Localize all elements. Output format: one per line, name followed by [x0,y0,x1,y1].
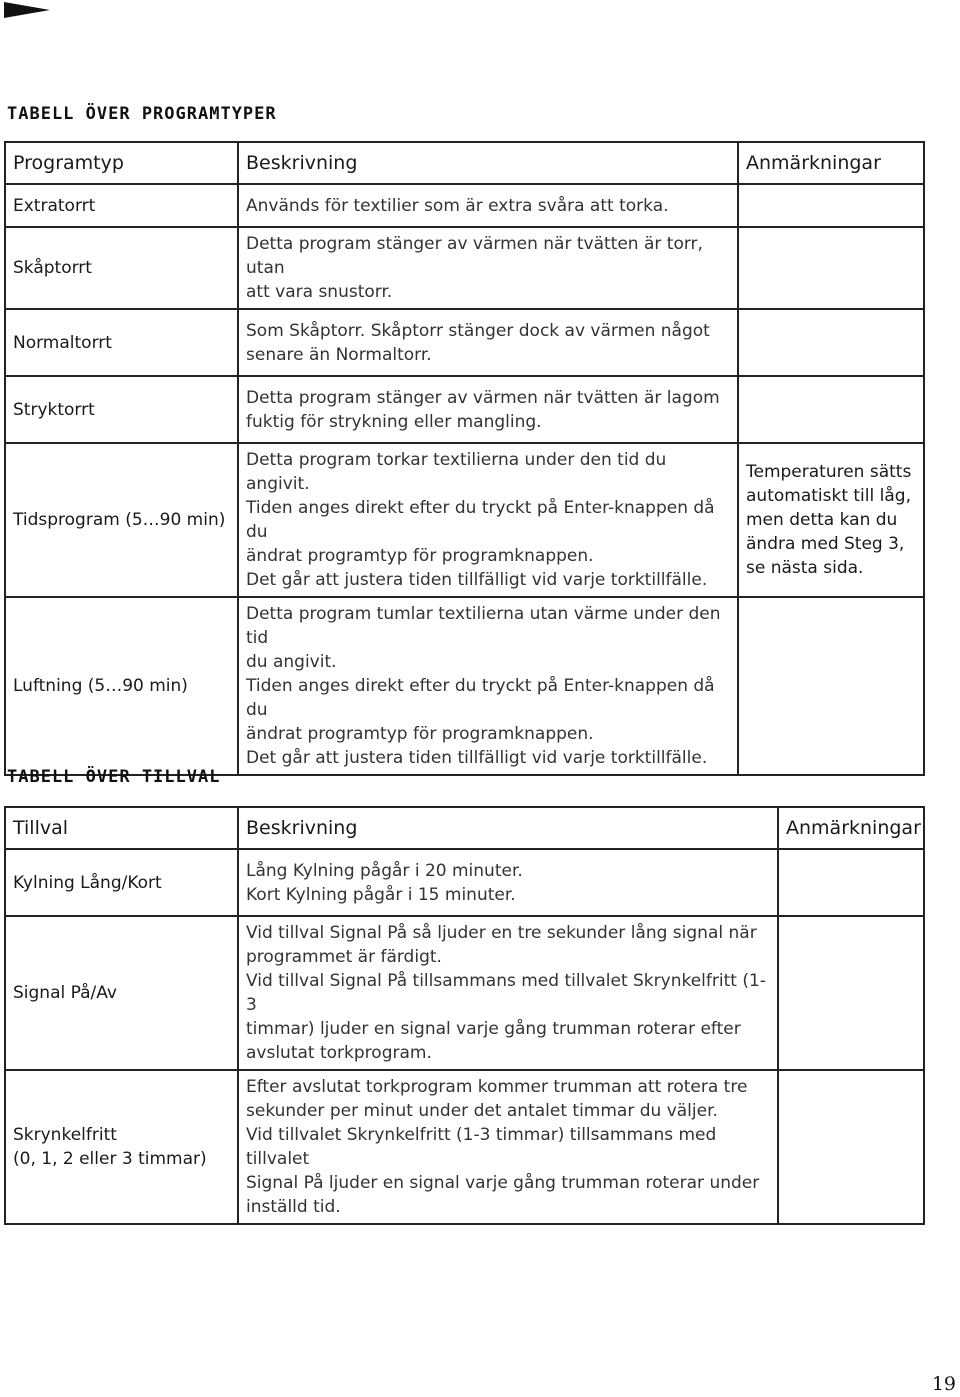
programs-table [4,141,925,776]
table-row [5,184,924,227]
table-row [5,916,924,1070]
table-row [5,443,924,597]
column-header-remarks: Anmärkningar [778,807,924,849]
program-remarks [738,309,924,376]
column-header-option: Tillval [5,807,238,849]
table-row [5,597,924,775]
table-row [5,376,924,443]
option-remarks [778,1070,924,1224]
program-name: Luftning (5…90 min) [5,597,238,775]
option-name: Signal På/Av [5,916,238,1070]
option-name: Kylning Lång/Kort [5,849,238,916]
table-row [5,227,924,309]
table-row [5,849,924,916]
program-name: Skåptorrt [5,227,238,309]
table-row [5,1070,924,1224]
program-remarks [738,184,924,227]
program-name: Tidsprogram (5…90 min) [5,443,238,597]
program-remarks [738,227,924,309]
column-header-remarks: Anmärkningar [738,142,924,184]
program-remarks [738,376,924,443]
program-description: Används för textilier som är extra svåra att torka. [238,184,738,227]
program-name: Extratorrt [5,184,238,227]
program-remarks [738,597,924,775]
program-description: Detta program stänger av värmen när tvätten är torr, utan att vara snustorr. [238,227,738,309]
option-remarks [778,849,924,916]
column-header-description: Beskrivning [238,142,738,184]
column-header-description: Beskrivning [238,807,778,849]
program-remarks: Temperaturen sätts automatiskt till låg, men detta kan du ändra med Steg 3, se nästa sida. [738,443,924,597]
table-row [5,309,924,376]
program-description: Detta program stänger av värmen när tvätten är lagom fuktig för strykning eller mangling. [238,376,738,443]
option-description: Efter avslutat torkprogram kommer trumman att rotera tre sekunder per minut under det antalet timmar du väljer. Vid tillvalet Skrynkelfritt (1-3 timmar) tillsammans med tillvalet Signal På ljuder en signal varje gång trumman roterar under inställd tid. [238,1070,778,1224]
option-description: Vid tillval Signal På så ljuder en tre sekunder lång signal när programmet är färdigt. Vid tillval Signal På tillsammans med tillvalet Skrynkelfritt (1-3 timmar) ljuder en signal varje gång trumman roterar efter avslutat torkprogram. [238,916,778,1070]
options-table [4,806,925,1225]
column-header-program-type: Programtyp [5,142,238,184]
program-description: Detta program torkar textilierna under den tid du angivit. Tiden anges direkt efter du tryckt på Enter-knappen då du ändrat programtyp för programknappen. Det går att justera tiden tillfälligt vid varje torktillfälle. [238,443,738,597]
options-table-title: TABELL ÖVER TILLVAL [7,767,221,787]
option-description: Lång Kylning pågår i 20 minuter. Kort Kylning pågår i 15 minuter. [238,849,778,916]
program-description: Detta program tumlar textilierna utan värme under den tid du angivit. Tiden anges direkt efter du tryckt på Enter-knappen då du ändrat programtyp för programknappen. Det går att justera tiden tillfälligt vid varje torktillfälle. [238,597,738,775]
program-name: Stryktorrt [5,376,238,443]
program-description: Som Skåptorr. Skåptorr stänger dock av värmen något senare än Normaltorr. [238,309,738,376]
option-remarks [778,916,924,1070]
programs-table-title: TABELL ÖVER PROGRAMTYPER [7,104,277,124]
table-header-row [5,807,924,849]
program-name: Normaltorrt [5,309,238,376]
option-name: Skrynkelfritt (0, 1, 2 eller 3 timmar) [5,1070,238,1224]
page-number: 19 [931,1373,956,1395]
corner-triangle-icon [4,0,50,18]
table-header-row [5,142,924,184]
